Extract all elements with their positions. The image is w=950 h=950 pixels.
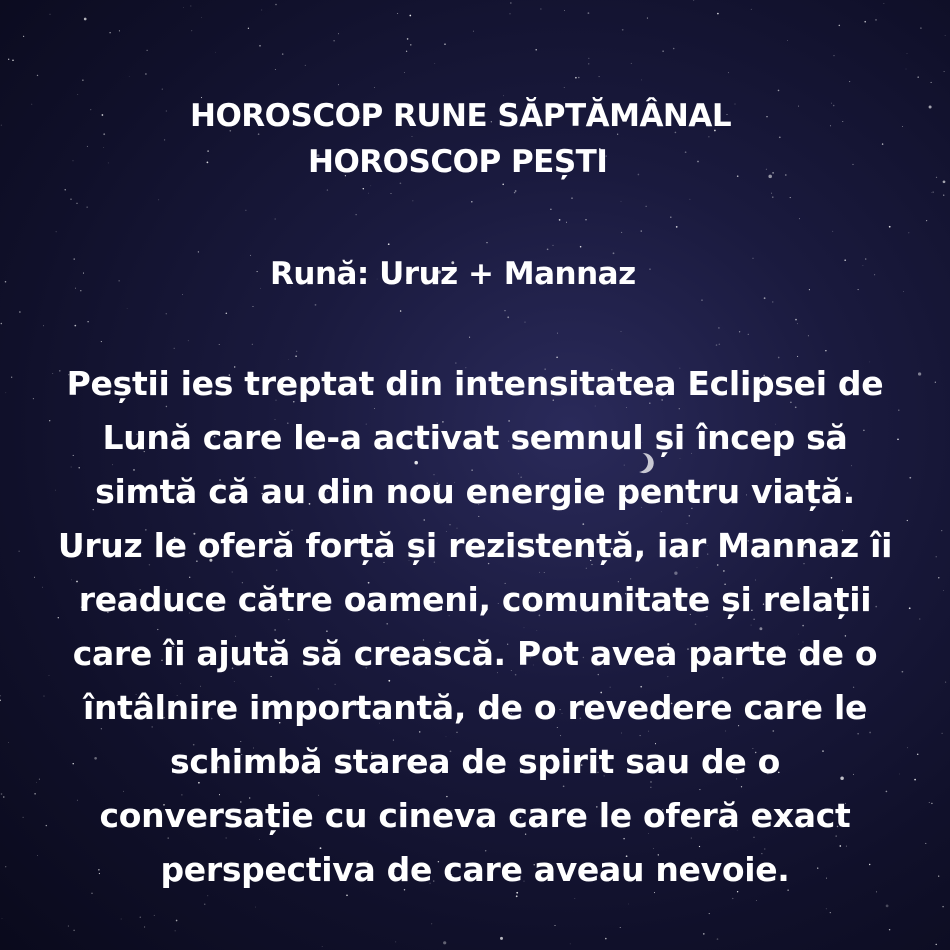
text-line: simtă că au din nou energie pentru viață. <box>95 472 855 511</box>
text-line: care îi ajută să crească. Pot avea parte de o <box>72 634 878 673</box>
text-line: Uruz le oferă forță și rezistență, iar Mannaz îi <box>57 526 893 565</box>
page-subtitle: HOROSCOP PEȘTI <box>308 144 608 180</box>
rune-heading: Rună: Uruz + Mannaz <box>270 256 636 292</box>
text-line: conversație cu cineva care le oferă exact <box>99 796 851 835</box>
text-line: Peștii ies treptat din intensitatea Eclipsei de <box>66 364 884 403</box>
horoscope-text <box>20 357 930 897</box>
text-line: întâlnire importantă, de o revedere care le <box>82 688 868 727</box>
page-title: HOROSCOP RUNE SĂPTĂMÂNAL <box>190 98 732 134</box>
text-line: schimbă starea de spirit sau de o <box>170 742 780 781</box>
text-line: Lună care le-a activat semnul și încep să <box>102 418 848 457</box>
text-line: readuce către oameni, comunitate și relații <box>78 580 872 619</box>
text-line: perspectiva de care aveau nevoie. <box>160 850 790 889</box>
